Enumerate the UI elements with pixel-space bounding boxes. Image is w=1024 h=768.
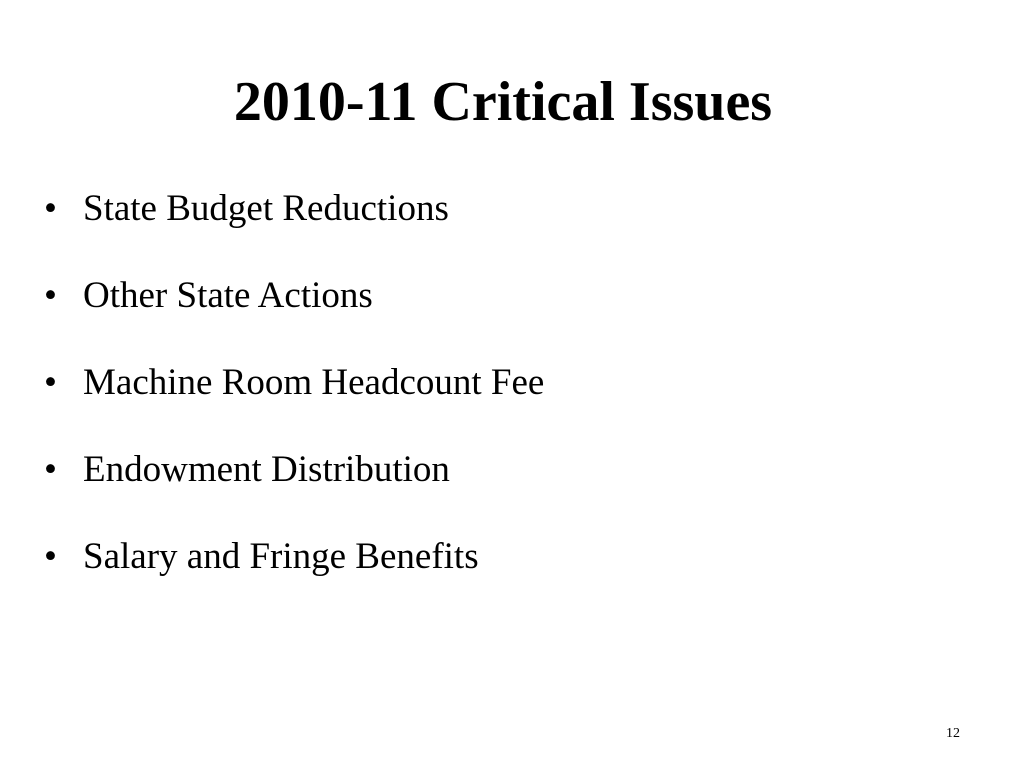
slide-title: 2010-11 Critical Issues (233, 71, 773, 133)
bullet-text: Endowment Distribution (83, 449, 450, 490)
bullet-item (44, 445, 544, 532)
bullet-item (44, 358, 544, 445)
bullet-text: State Budget Reductions (83, 188, 449, 229)
bullet-dot-icon: • (44, 449, 57, 490)
bullet-text: Machine Room Headcount Fee (83, 362, 545, 403)
bullet-text: Salary and Fringe Benefits (83, 536, 479, 577)
bullet-item (44, 184, 544, 271)
bullet-list (44, 184, 544, 619)
page-number: 12 (946, 726, 960, 741)
bullet-dot-icon: • (44, 362, 57, 403)
bullet-item (44, 271, 544, 358)
bullet-dot-icon: • (44, 275, 57, 316)
bullet-text: Other State Actions (83, 275, 373, 316)
bullet-dot-icon: • (44, 188, 57, 229)
bullet-item (44, 532, 544, 619)
bullet-dot-icon: • (44, 536, 57, 577)
